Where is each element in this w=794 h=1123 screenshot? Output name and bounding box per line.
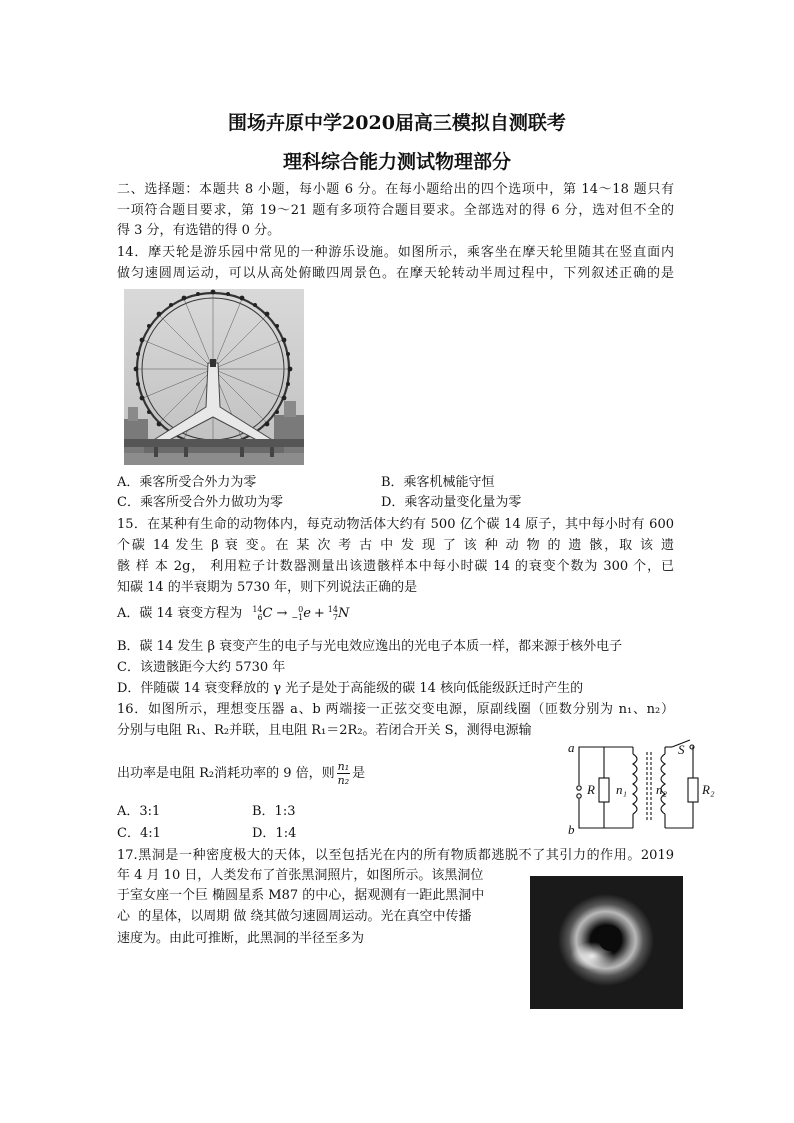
resistor-r2-label: R₂: [702, 782, 715, 797]
q17-line-5: 速度为⁠。由此可推断，此黑洞的半径至多为: [117, 931, 365, 946]
q15-option-a: [117, 605, 349, 623]
q14-line-2: 做匀速圆周运动，可以从高处俯瞰四周景色。在摩天轮转动半周过程中，下列叙述正确的是: [117, 266, 674, 281]
q16-line-2: 分别与电阻 R₁、R₂并联，且电阻 R₁＝2R₂。若闭合开关 S，测得电源输: [117, 723, 532, 738]
q14-option-c: C．乘客所受合外力做功为零: [117, 495, 283, 510]
decay-equation: 14 6 C → 0 −1 e + 14 7 N: [252, 604, 350, 622]
q16-line-3-prefix: 出功率是电阻 R₂消耗功率的 9 倍，则: [117, 766, 335, 781]
resistor-r1-label: R: [587, 782, 595, 797]
q15-line-3: 骸 样 本 2g， 利用粒子计数器测量出该遗骸样本中每小时碳 14 的衰变个数为 300 个，已: [117, 559, 674, 574]
section-intro-line-2: 一项符合题目要求，第 19～21 题有多项符合题目要求。全部选对的得 6 分，选对但不全的: [117, 203, 674, 218]
q16-option-d: D．1:4: [252, 826, 297, 841]
q17-line-4: 心 ⁠ 的星体，以周期 做 绕其做匀速圆周运动。光在真空中传播: [117, 909, 472, 924]
q15-line-2: 个碳 14 发生 β 衰 变。在 某 次 考 古 中 发 现 了 该 种 动 物 的 遗 骸，取 该 遗: [117, 538, 674, 553]
q15-option-b: B．碳 14 发生 β 衰变产生的电子与光电效应逸出的光电子本质一样，都来源于核外电子: [117, 639, 623, 654]
turns-ratio-fraction: [337, 760, 351, 787]
q16-option-b: B．1:3: [252, 804, 296, 819]
q15-option-a-label: A．碳 14 衰变方程为: [117, 606, 243, 621]
primary-turns-label: n₁: [616, 782, 628, 797]
q17-line-1: 17.黑洞是一种密度极大的天体，以至包括光在内的所有物质都逃脱不了其引力的作用。2019: [117, 848, 674, 863]
terminal-b-label: b: [568, 822, 575, 836]
q15-line-1: 15．在某种有生命的动物体内，每克动物活体大约有 500 亿个碳 14 原子，其中每小时有 600: [117, 517, 674, 532]
q16-option-a: A．3:1: [117, 804, 161, 819]
q17-line-2: 年 4 月 10 日，人类发布了首张黑洞照片，如图所示。该黑洞位: [117, 868, 484, 883]
secondary-turns-label: n₂: [656, 782, 668, 797]
q17-line-3: 于室女座一个巨 椭圆星系 M87 的中心，据观测有一距此黑洞中: [117, 888, 485, 903]
fraction-denominator: n₂: [337, 774, 350, 787]
q15-line-4: 知碳 14 的半衰期为 5730 年，则下列说法正确的是: [117, 580, 418, 595]
black-hole-photo: [530, 876, 683, 1009]
q16-option-c: C．4:1: [117, 826, 161, 841]
q14-line-1: 14．摩天轮是游乐园中常见的一种游乐设施。如图所示，乘客坐在摩天轮里随其在竖直面内: [117, 245, 674, 260]
page-subtitle: 理科综合能力测试物理部分: [282, 151, 511, 173]
section-intro-line-3: 得 3 分，有选错的得 0 分。: [117, 223, 281, 238]
q16-line-3-suffix: 是: [352, 766, 366, 781]
ferris-wheel-photo: [124, 289, 304, 465]
terminal-a-label: a: [568, 740, 575, 755]
q16-line-1: 16．如图所示，理想变压器 a、b 两端接一正弦交变电源，原副线圈（匝数分别为 n₁、n₂）: [117, 702, 674, 717]
transformer-circuit-diagram: [566, 738, 726, 836]
switch-s-label: S: [678, 742, 685, 757]
q15-option-d: D．伴随碳 14 衰变释放的 γ 光子是处于高能级的碳 14 核向低能级跃迁时产生的: [117, 681, 584, 696]
fraction-numerator: n₁: [337, 760, 350, 773]
q15-option-c: C．该遗骸距今大约 5730 年: [117, 660, 286, 675]
q16-line-3: [117, 760, 365, 787]
page-title: 围场卉原中学2020届高三模拟自测联考: [228, 112, 566, 134]
q14-option-d: D．乘客动量变化量为零: [381, 495, 522, 510]
section-intro-line-1: 二、选择题：本题共 8 小题，每小题 6 分。在每小题给出的四个选项中，第 14～18 题只有: [117, 182, 674, 197]
q14-option-b: B．乘客机械能守恒: [381, 475, 495, 490]
q14-option-a: A．乘客所受合外力为零: [117, 475, 257, 490]
